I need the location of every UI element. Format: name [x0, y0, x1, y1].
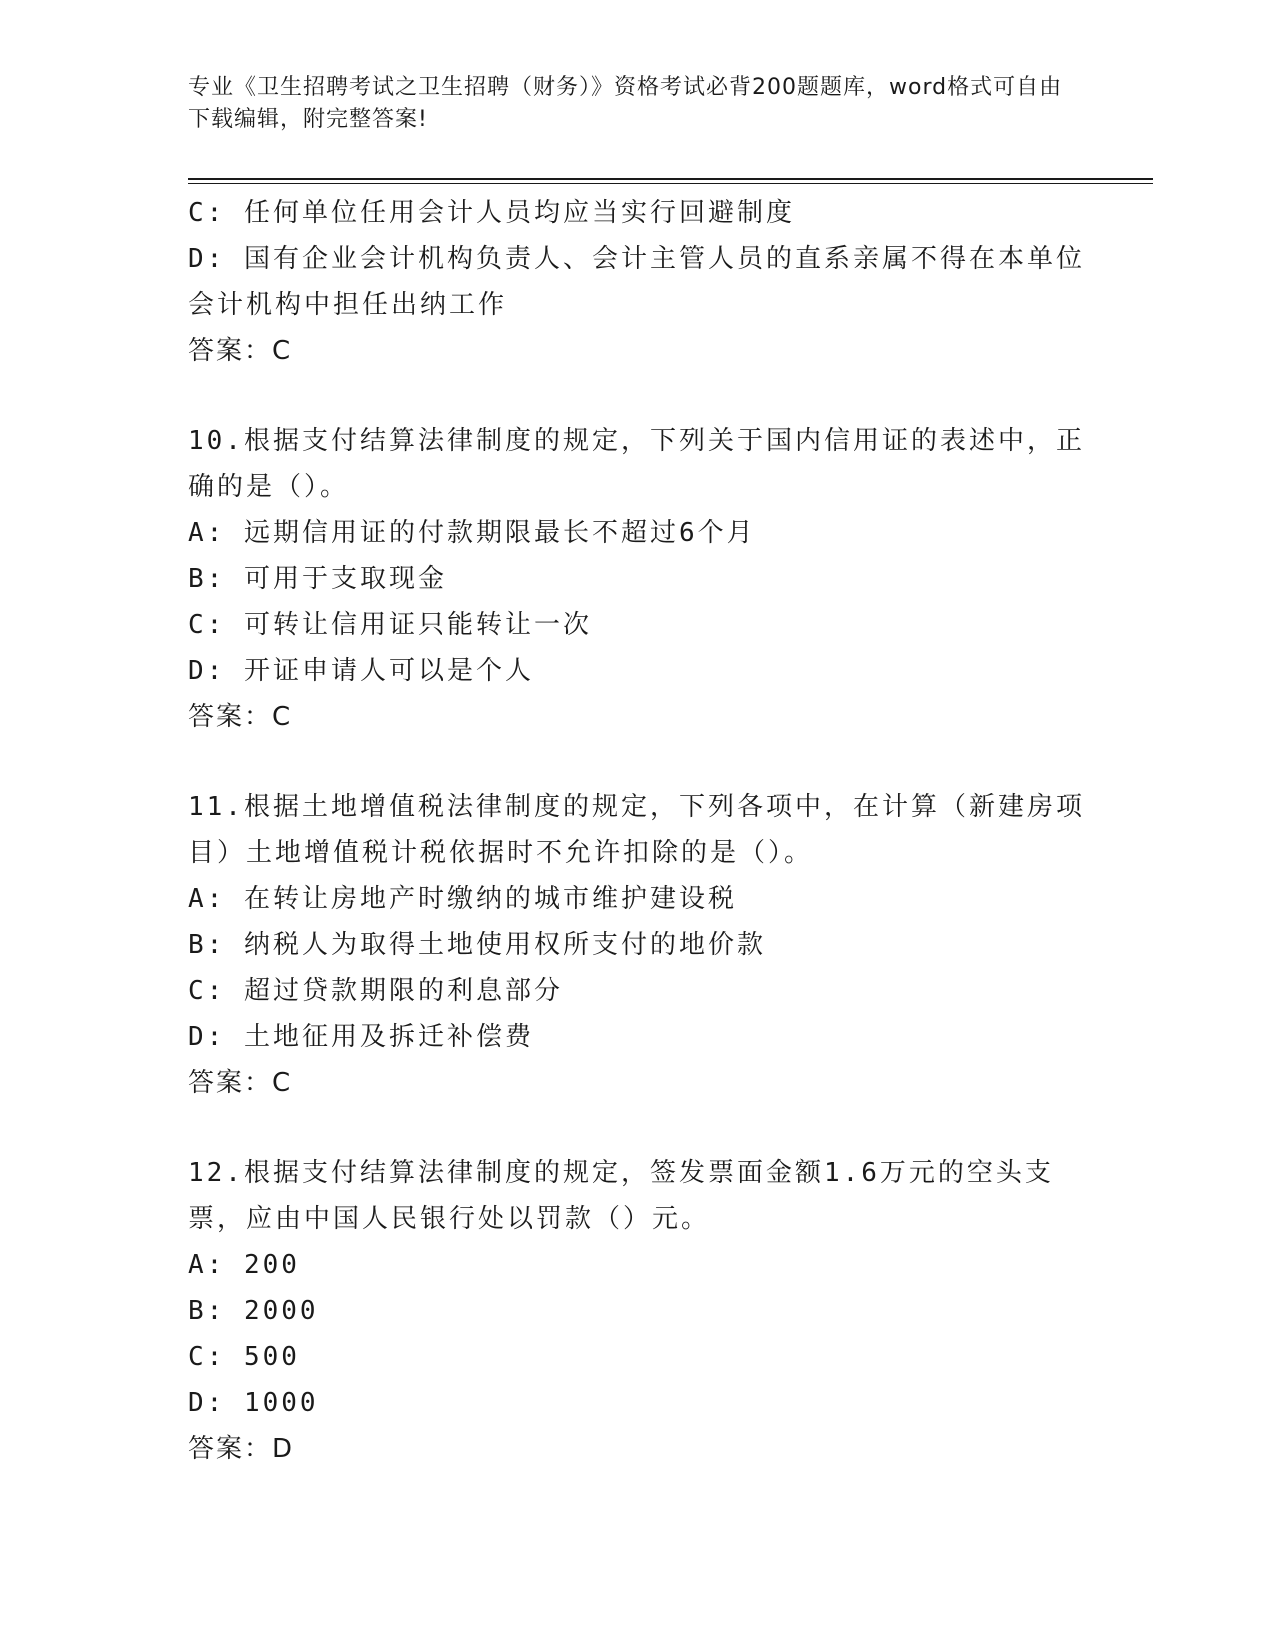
option-d: D: 国有企业会计机构负责人、会计主管人员的直系亲属不得在本单位会计机构中担任出纳工作	[188, 244, 1085, 320]
question-stem: 10.根据支付结算法律制度的规定，下列关于国内信用证的表述中，正确的是（）。	[188, 426, 1085, 502]
option-d: D: 1000	[188, 1388, 319, 1418]
option-c: C: 可转让信用证只能转让一次	[188, 610, 592, 640]
document-body	[188, 190, 1088, 1472]
answer: 答案：D	[188, 1434, 295, 1464]
option-d: D: 土地征用及拆迁补偿费	[188, 1022, 534, 1052]
option-a: A: 在转让房地产时缴纳的城市维护建设税	[188, 884, 737, 914]
option-b: B: 可用于支取现金	[188, 564, 447, 594]
option-b: B: 纳税人为取得土地使用权所支付的地价款	[188, 930, 766, 960]
option-d: D: 开证申请人可以是个人	[188, 656, 534, 686]
question-stem: 12.根据支付结算法律制度的规定，签发票面金额1.6万元的空头支票，应由中国人民银行处以罚款（）元。	[188, 1158, 1054, 1234]
option-c: C: 500	[188, 1342, 300, 1372]
header-divider-thin	[188, 183, 1153, 184]
question-stem: 11.根据土地增值税法律制度的规定，下列各项中，在计算（新建房项目）土地增值税计税依据时不允许扣除的是（）。	[188, 792, 1085, 868]
question-12	[188, 1150, 1088, 1472]
option-c: C: 超过贷款期限的利息部分	[188, 976, 563, 1006]
header-divider-thick	[188, 178, 1153, 180]
answer: 答案：C	[188, 1068, 293, 1098]
question-10	[188, 418, 1088, 740]
question-11	[188, 784, 1088, 1106]
option-c: C: 任何单位任用会计人员均应当实行回避制度	[188, 198, 795, 228]
option-a: A: 200	[188, 1250, 300, 1280]
option-b: B: 2000	[188, 1296, 319, 1326]
option-a: A: 远期信用证的付款期限最长不超过6个月	[188, 518, 756, 548]
answer: 答案：C	[188, 702, 293, 732]
document-header: 专业《卫生招聘考试之卫生招聘（财务）》资格考试必背200题题库，word格式可自由下载编辑，附完整答案!	[188, 75, 1063, 132]
answer: 答案：C	[188, 336, 293, 366]
carryover-question	[188, 190, 1088, 374]
